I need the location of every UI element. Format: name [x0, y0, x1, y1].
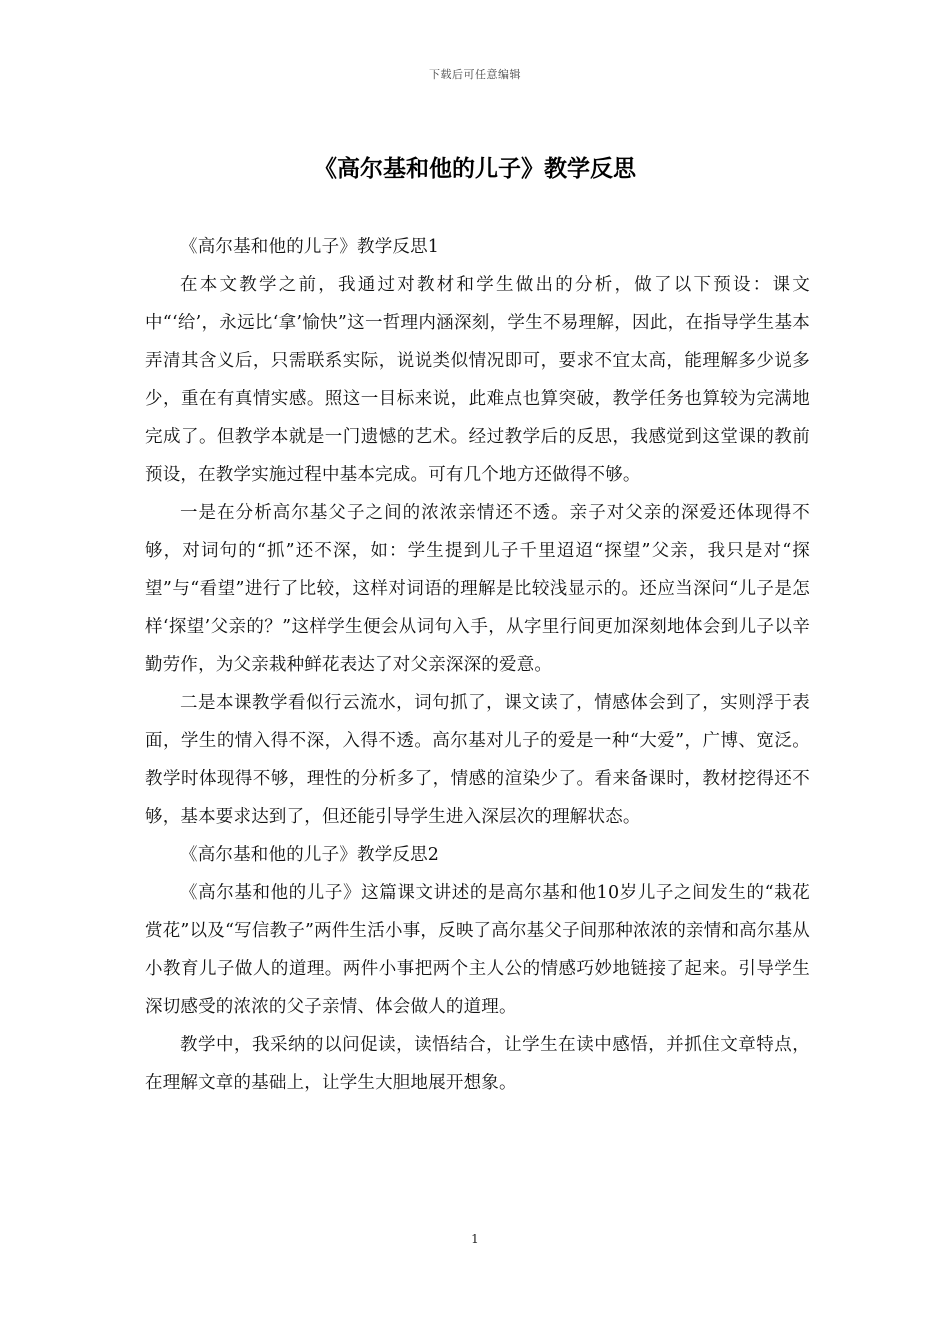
document-body: [145, 228, 810, 1102]
section-heading-2: 《高尔基和他的儿子》教学反思2: [180, 845, 440, 865]
paragraph: 二是本课教学看似行云流水，词句抓了，课文读了，情感体会到了，实则浮于表面，学生的情入得不深，入得不透。高尔基对儿子的爱是一种“大爱”，广博、宽泛。教学时体现得不够，理性的分析多了，情感的渲染少了。看来备课时，教材挖得还不够，基本要求达到了，但还能引导学生进入深层次的理解状态。: [145, 693, 810, 827]
paragraph: 在本文教学之前，我通过对教材和学生做出的分析，做了以下预设：课文中“‘给’，永远比‘拿’愉快”这一哲理内涵深刻，学生不易理解，因此，在指导学生基本弄清其含义后，只需联系实际，说说类似情况即可，要求不宜太高，能理解多少说多少，重在有真情实感。照这一目标来说，此难点也算突破，教学任务也算较为完满地完成了。但教学本就是一门遗憾的艺术。经过教学后的反思，我感觉到这堂课的教前预设，在教学实施过程中基本完成。可有几个地方还做得不够。: [145, 275, 810, 485]
paragraph: 《高尔基和他的儿子》这篇课文讲述的是高尔基和他10岁儿子之间发生的“栽花赏花”以及“写信教子”两件生活小事，反映了高尔基父子间那种浓浓的亲情和高尔基从小教育儿子做人的道理。两件小事把两个主人公的情感巧妙地链接了起来。引导学生深切感受的浓浓的父子亲情、体会做人的道理。: [145, 883, 810, 1017]
paragraph: 教学中，我采纳的以问促读，读悟结合，让学生在读中感悟，并抓住文章特点，在理解文章的基础上，让学生大胆地展开想象。: [145, 1035, 810, 1093]
paragraph: 一是在分析高尔基父子之间的浓浓亲情还不透。亲子对父亲的深爱还体现得不够，对词句的“抓”还不深，如：学生提到儿子千里迢迢“探望”父亲，我只是对“探望”与“看望”进行了比较，这样对词语的理解是比较浅显示的。还应当深问“儿子是怎样‘探望’父亲的？”这样学生便会从词句入手，从字里行间更加深刻地体会到儿子以辛勤劳作，为父亲栽种鲜花表达了对父亲深深的爱意。: [145, 503, 810, 675]
page-title: 《高尔基和他的儿子》教学反思: [314, 155, 636, 182]
section-heading-1: 《高尔基和他的儿子》教学反思1: [180, 237, 440, 257]
header-note: 下载后可任意编辑: [429, 68, 521, 81]
page-number: 1: [471, 1232, 479, 1246]
